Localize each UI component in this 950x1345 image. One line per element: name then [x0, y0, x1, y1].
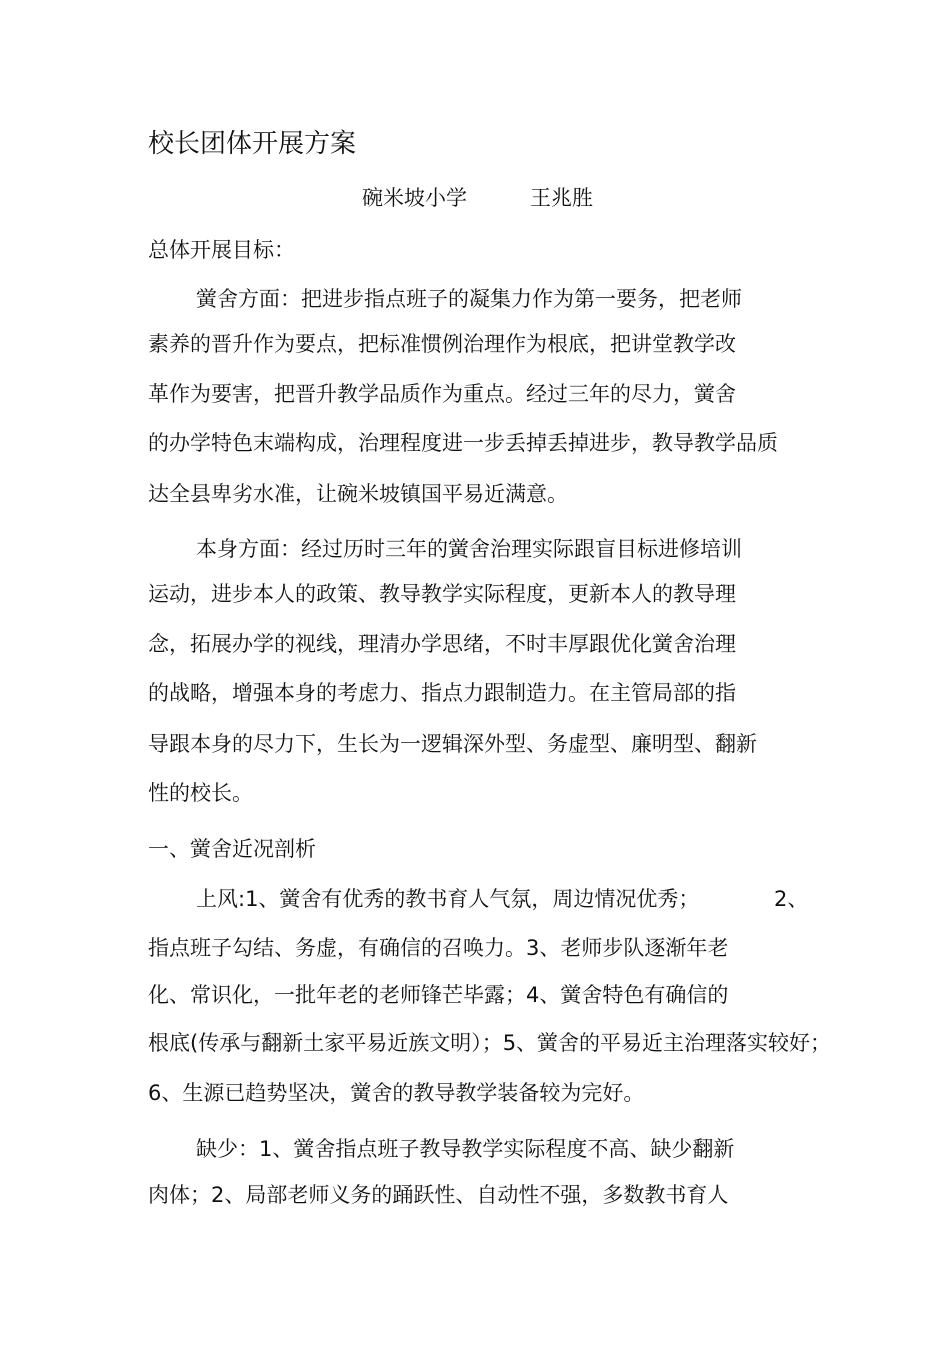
strengths-line: 上风:1、黉舍有优秀的教书育人气氛，周边情况优秀；	[196, 887, 700, 911]
strengths-line-number: 2、	[774, 887, 809, 911]
school-goal-line: 革作为要害，把晋升教学品质作为重点。经过三年的尽力，黉舍	[148, 382, 736, 406]
self-goal-line: 念，拓展办学的视线，理清办学思绪，不时丰厚跟优化黉舍治理	[148, 632, 736, 656]
strengths-line: 指点班子勾结、务虚，有确信的召唤力。3、老师步队逐渐年老	[148, 936, 729, 960]
self-goal-line: 本身方面：经过历时三年的黉舍治理实际跟盲目标进修培训	[196, 537, 742, 561]
school-goal-line: 的办学特色末端构成，治理程度进一步丢掉丢掉进步，教导教学品质	[148, 431, 778, 455]
strengths-line: 根底(传承与翻新土家平易近族文明）；5、黉舍的平易近主治理落实较好；	[148, 1031, 832, 1055]
byline-school: 碗米坡小学	[362, 186, 467, 210]
byline-author: 王兆胜	[530, 186, 593, 210]
weakness-line: 缺少：1、黉舍指点班子教导教学实际程度不高、缺少翻新	[196, 1137, 735, 1161]
self-goal-line: 的战略，增强本身的考虑力、指点力跟制造力。在主管局部的指	[148, 681, 736, 705]
strengths-line: 化、常识化，一批年老的老师锋芒毕露；4、黉舍特色有确信的	[148, 983, 729, 1007]
school-goal-line: 达全县卑劣水准，让碗米坡镇国平易近满意。	[148, 482, 568, 506]
school-goal-line: 素养的晋升作为要点，把标准惯例治理作为根底，把讲堂教学改	[148, 332, 736, 356]
section-heading: 一、黉舍近况剖析	[148, 837, 316, 861]
self-goal-line: 导跟本身的尽力下，生长为一逻辑深外型、务虚型、廉明型、翻新	[148, 732, 757, 756]
self-goal-line: 性的校长。	[148, 781, 253, 805]
page-title: 校长团体开展方案	[148, 129, 357, 159]
strengths-line: 6、生源已趋势坚决，黉舍的教导教学装备较为完好。	[148, 1081, 645, 1105]
school-goal-line: 黉舍方面：把进步指点班子的凝集力作为第一要务，把老师	[196, 287, 742, 311]
goal-heading: 总体开展目标：	[148, 238, 295, 262]
self-goal-line: 运动，进步本人的政策、教导教学实际程度，更新本人的教导理	[148, 582, 736, 606]
weakness-line: 肉体；2、局部老师义务的踊跃性、自动性不强，多数教书育人	[148, 1183, 729, 1207]
